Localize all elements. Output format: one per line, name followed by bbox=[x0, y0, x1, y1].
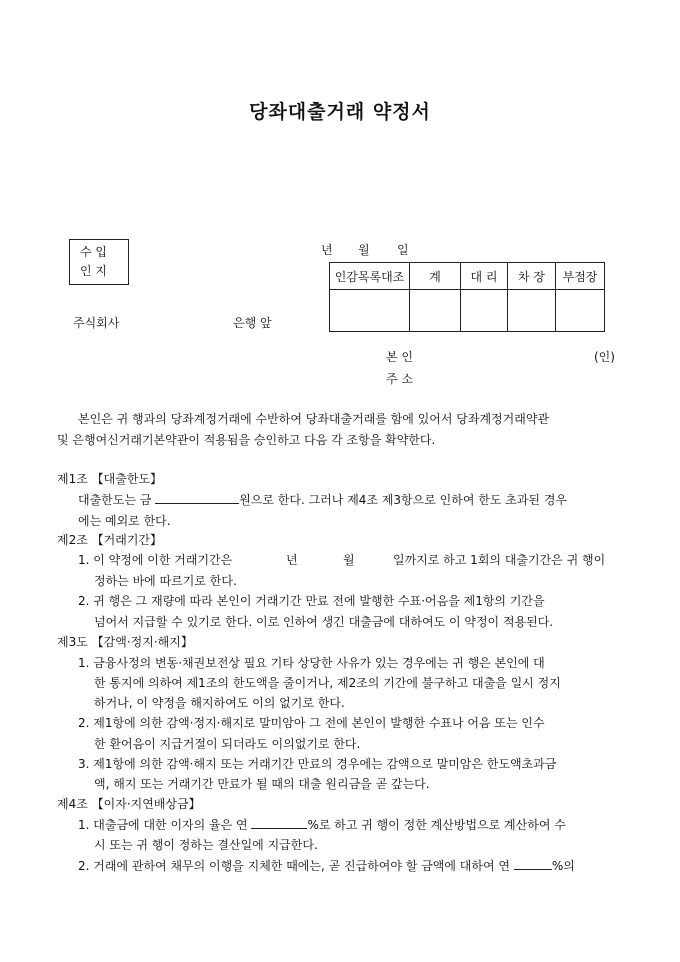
date-month: 월 bbox=[358, 243, 370, 257]
principal-label: 본 인 bbox=[386, 350, 413, 364]
date-year: 년 bbox=[321, 243, 333, 257]
approval-header: 대 리 bbox=[461, 263, 508, 290]
article-3-item-3-cont: 액, 해지 또는 거래기간 만료가 될 때의 대출 원리금을 곧 갚는다. bbox=[94, 777, 430, 791]
article-text: 2. 거래에 관하여 채무의 이행을 지체한 때에는, 곧 진급하여야 할 금액에 대하여 연 bbox=[78, 859, 510, 873]
article-text: %의 bbox=[551, 859, 575, 873]
late-rate-blank bbox=[514, 858, 552, 870]
article-1-text bbox=[78, 491, 567, 508]
seal-mark: (인) bbox=[594, 350, 615, 364]
article-2-item-2: 2. 귀 행은 그 재량에 따라 본인이 거래기간 만료 전에 발행한 수표·어음을 제1항의 기간을 bbox=[78, 594, 545, 608]
company-label: 주식회사 bbox=[73, 316, 120, 330]
intro-line: 본인은 귀 행과의 당좌계정거래에 수반하여 당좌대출거래를 함에 있어서 당좌계정거래약관 bbox=[78, 412, 550, 426]
approval-table bbox=[329, 262, 605, 332]
term-year: 년 bbox=[286, 553, 298, 567]
approval-signature-cell bbox=[410, 290, 461, 332]
article-2-heading: 제2조 【거래기간】 bbox=[57, 533, 163, 547]
approval-header: 인감목록대조 bbox=[330, 263, 410, 290]
approval-signature-cell bbox=[556, 290, 605, 332]
date-day: 일 bbox=[397, 243, 409, 257]
interest-rate-blank bbox=[251, 817, 307, 829]
article-text: 1. 대출금에 대한 이자의 율은 연 bbox=[78, 818, 248, 832]
article-3-heading: 제3도 【감액·정지·해지】 bbox=[57, 635, 193, 649]
approval-signature-cell bbox=[461, 290, 508, 332]
article-2-item-1: 1. 이 약정에 이한 거래기간은 bbox=[78, 553, 233, 567]
article-4-item-1 bbox=[78, 816, 566, 833]
article-3-item-1-cont: 하거나, 이 약정을 해지하여도 이의 없기로 한다. bbox=[94, 696, 345, 710]
amount-blank bbox=[155, 492, 239, 504]
article-3-item-1: 1. 금융사정의 변동·채권보전상 필요 기타 상당한 사유가 있는 경우에는 귀 행은 본인에 대 bbox=[78, 656, 545, 670]
article-1-heading: 제1조 【대출한도】 bbox=[57, 472, 163, 486]
article-3-item-3: 3. 제1항에 의한 감액·해지 또는 거래기간 만료의 경우에는 감액으로 말미암은 한도액초과금 bbox=[78, 757, 557, 771]
approval-signature-cell bbox=[508, 290, 556, 332]
article-3-item-2-cont: 한 환어음이 지급거절이 되더라도 이의없기로 한다. bbox=[94, 737, 361, 751]
article-2-item-1-cont: 정하는 바에 따르기로 한다. bbox=[94, 574, 237, 588]
stamp-label-1: 수 입 bbox=[80, 245, 107, 259]
approval-header: 부점장 bbox=[556, 263, 605, 290]
approval-header: 차 장 bbox=[508, 263, 556, 290]
page-title: 당좌대출거래 약정서 bbox=[249, 101, 431, 123]
address-label: 주 소 bbox=[386, 372, 413, 386]
article-text: %로 하고 귀 행이 정한 계산방법으로 계산하여 수 bbox=[307, 818, 566, 832]
article-3-item-1-cont: 한 통지에 의하여 제1조의 한도액을 줄이거나, 제2조의 기간에 불구하고 대출을 일시 정지 bbox=[94, 676, 561, 690]
bank-label: 은행 앞 bbox=[233, 316, 272, 330]
article-4-heading: 제4조 【이자·지연배상금】 bbox=[57, 797, 201, 811]
revenue-stamp-box bbox=[69, 239, 129, 285]
article-3-item-2: 2. 제1항에 의한 감액·정지·해지로 말미암아 그 전에 본인이 발행한 수표나 어음 또는 인수 bbox=[78, 716, 545, 730]
term-month: 월 bbox=[343, 553, 355, 567]
article-text: 대출한도는 금 bbox=[78, 493, 152, 507]
article-1-text: 에는 예외로 한다. bbox=[78, 514, 171, 528]
article-4-item-1-cont: 시 또는 귀 행이 정하는 결산일에 지급한다. bbox=[94, 838, 318, 852]
article-2-item-2-cont: 넘어서 지급할 수 있기로 한다. 이로 인하여 생긴 대출금에 대하여도 이 약정이 적용된다. bbox=[94, 615, 554, 629]
article-2-item-1-cont: 일까지로 하고 1회의 대출기간은 귀 행이 bbox=[393, 553, 606, 567]
approval-signature-cell bbox=[330, 290, 410, 332]
article-text: 원으로 한다. 그러나 제4조 제3항으로 인하여 한도 초과된 경우 bbox=[239, 493, 568, 507]
intro-line: 및 은행여신거래기본약관이 적용됨을 승인하고 다음 각 조항을 확약한다. bbox=[57, 433, 436, 447]
approval-header: 계 bbox=[410, 263, 461, 290]
article-4-item-2 bbox=[78, 857, 575, 874]
stamp-label-2: 인 지 bbox=[80, 264, 107, 278]
